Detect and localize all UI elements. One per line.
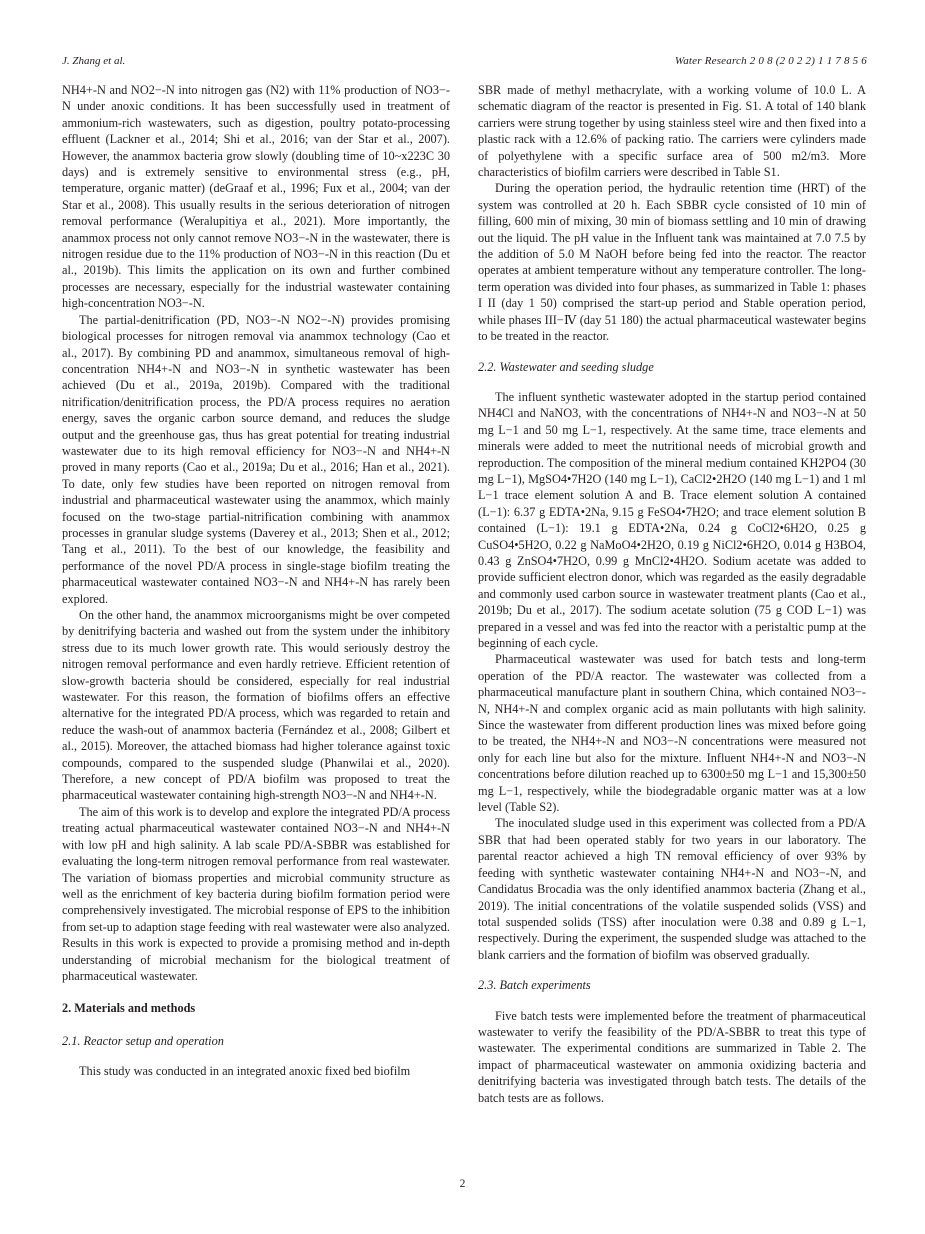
paragraph: Pharmaceutical wastewater was used for batch tests and long-term operation of the PD/A reactor. The wastewater was collected from a pharmaceutical manufacture plant in southern China, which contained NO3−-N, NH4+-N and complex organic acid as main pollutants with high salinity. Since the wastewater from different production lines was mixed before going to be treated, the NH4+-N and NO3−-N concentrations were measured not only for each line but also for the mixture. Influent NH4+-N and NO3−-N concentrations before dilution reached up to 6300±50 mg L−1 and 15,300±50 mg L−1, respectively, while the biodegradable organic matter was at a low level (Table S2). — [478, 652, 866, 815]
running-header-journal: Water Research 2 0 8 (2 0 2 2) 1 1 7 8 5 6 — [674, 55, 867, 67]
subsection-heading: 2.3. Batch experiments — [478, 978, 591, 993]
section-heading: 2. Materials and methods — [62, 1001, 196, 1016]
paragraph: SBR made of methyl methacrylate, with a working volume of 10.0 L. A schematic diagram of the reactor is presented in Fig. S1. A total of 140 blank carriers were strung together by using stainless steel wire and then fixed into a plastic rack with a 12.6% of packing ratio. The carriers were cylinders made of polyethylene with a specific surface area of 500 m2/m3. More characteristics of biofilm carriers were described in Table S1. — [478, 83, 866, 180]
paragraph: The partial-denitrification (PD, NO3−-N NO2−-N) provides promising biological processes for nitrogen removal via anammox technology (Cao et al., 2017). By combining PD and anammox, simultaneous removal of high-concentration NH4+-N and NO3−-N in synthetic wastewater has been achieved (Du et al., 2019a, 2019b). Compared with the traditional nitrification/denitrification process, the PD/A process requires no aeration energy, saves the organic carbon source demand, and reduces the sludge output and the greenhouse gas, thus has great potential for treating industrial wastewater due to its high removal efficiency for NO3−-N and NH4+-N proved in many reports (Cao et al., 2019a; Du et al., 2016; Han et al., 2021). To date, only few studies have been reported on nitrogen removal from industrial and pharmaceutical wastewater using the anammox, which mainly focused on the two-stage partial-nitrification combining with anammox processes in granular sludge systems (Daverey et al., 2013; Shen et al., 2012; Tang et al., 2011). To the best of our knowledge, the feasibility and performance of the novel PD/A process in single-stage biofilm treating the pharmaceutical wastewater contained NO3−-N and NH4+-N has rarely been explored. — [62, 312, 450, 606]
subsection-heading: 2.1. Reactor setup and operation — [62, 1033, 224, 1048]
paragraph: On the other hand, the anammox microorganisms might be over competed by denitrifying bacteria and washed out from the system under the inhibitory stress due to its much lower growth rate. This would seriously destroy the nitrogen removal performance and even hardly retrieve. Efficient retention of slow-growth bacteria should be considered, especially for real industrial wastewater. For this reason, the formation of biofilms offers an effective alternative for the integrated PD/A process, which was regarded to retain and reduce the wash-out of anammox bacteria (Fernández et al., 2008; Gilbert et al., 2015). Moreover, the attached biomass had higher tolerance against toxic compounds, compared to the suspended sludge (Phanwilai et al., 2020). Therefore, a new concept of PD/A biofilm was proposed to treat the pharmaceutical wastewater containing high-strength NO3−-N and NH4+-N. — [62, 608, 450, 803]
paragraph: Five batch tests were implemented before the treatment of pharmaceutical wastewater to verify the feasibility of the PD/A-SBBR to treat this type of wastewater. The experimental conditions are summarized in Table 2. The impact of pharmaceutical wastewater on ammonia oxidizing bacteria and denitrifying bacteria was investigated through batch tests. The details of the batch tests are as follows. — [478, 1008, 866, 1105]
paragraph: The influent synthetic wastewater adopted in the startup period contained NH4Cl and NaNO3, with the concentrations of NH4+-N and NO3−-N at 50 mg L−1 and 50 mg L−1, respectively. At the same time, trace elements and minerals were added to meet the nutritional needs of microbial growth and reproduction. The composition of the mineral medium contained KH2PO4 (30 mg L−1), MgSO4•7H2O (140 mg L−1), CaCl2•2H2O (140 mg L−1) and 1 ml L−1 trace element solution A and B. Trace element solution A contained (L−1): 6.37 g EDTA•2Na, 9.15 g FeSO4•7H2O; and trace element solution B contained (L−1): 19.1 g EDTA•2Na, 0.24 g CoCl2•6H2O, 0.25 g CuSO4•5H2O, 0.22 g NaMoO4•2H2O, 0.19 g NiCl2•6H2O, 0.014 g H3BO4, 0.43 g ZnSO4•7H2O, 0.99 g MnCl2•4H2O. Sodium acetate was added to provide sufficient electron donor, which was regarded as the easily degradable and commonly used carbon source in wastewater treatment plants (Cao et al., 2019b; Du et al., 2017). The sodium acetate solution (75 g COD L−1) was prepared in a vessel and was fed into the reactor with a peristaltic pump at the beginning of each cycle. — [478, 389, 866, 650]
paragraph: During the operation period, the hydraulic retention time (HRT) of the system was controlled at 20 h. Each SBBR cycle consisted of 10 min of filling, 600 min of mixing, 30 min of biomass settling and 10 min of drawing out the liquid. The pH value in the Influent tank was maintained at 7.0 7.5 by the addition of 5.0 M NaOH before being fed into the reactor. The reactor operates at ambient temperature without any temperature controller. The long-term operation was divided into four phases, as summarized in Table 1: phases I II (day 1 50) comprised the start-up period and Stable operation period, while phases III−Ⅳ (day 51 180) the actual pharmaceutical wastewater begins to be treated in the reactor. — [478, 181, 866, 344]
right-column — [478, 82, 866, 1106]
paragraph: The inoculated sludge used in this experiment was collected from a PD/A SBR that had been operated stably for two years in our laboratory. The parental reactor achieved a high TN removal efficiency of over 93% by feeding with synthetic wastewater containing NH4+-N and NO3−-N, and Candidatus Brocadia was the only identified anammox bacteria (Zhang et al., 2019). The initial concentrations of the volatile suspended solids (VSS) and total suspended solids (TSS) after inoculation were 0.38 and 0.89 g L−1, respectively. During the experiment, the suspended sludge was attached to the blank carriers and the formation of biofilm was observed gradually. — [478, 816, 866, 962]
running-header-authors: J. Zhang et al. — [62, 55, 126, 67]
paragraph: This study was conducted in an integrated anoxic fixed bed biofilm — [79, 1064, 411, 1079]
subsection-heading: 2.2. Wastewater and seeding sludge — [478, 359, 654, 374]
page-number: 2 — [459, 1178, 466, 1190]
paragraph: NH4+-N and NO2−-N into nitrogen gas (N2) with 11% production of NO3−-N under anoxic conditions. It has been successfully used in treatment of ammonium-rich wastewaters, such as digestion, poultry potato-processing effluent (Lackner et al., 2014; Shi et al., 2016; van der Star et al., 2007). However, the anammox bacteria grow slowly (doubling time of 10~x223C 30 days) and is extremely sensitive to environmental stress (e.g., pH, temperature, organic matter) (deGraaf et al., 1996; Fux et al., 2004; van der Star et al., 2008). This usually results in the serious deterioration of nitrogen removal performance (Weralupitiya et al., 2021). More importantly, the anammox process not only cannot remove NO3−-N in the wastewater, there is nitrogen residue due to the 11% production of NO3−-N in this reaction (Du et al., 2019b). This limits the application on its own and further combined processes are necessary, especially for the industrial wastewater containing high-concentration NO3−-N. — [62, 83, 450, 311]
paragraph: The aim of this work is to develop and explore the integrated PD/A process treating actual pharmaceutical wastewater contained NO3−-N and NH4+-N with low pH and high salinity. A lab scale PD/A-SBBR was established for evaluating the long-term nitrogen removal performance from real wastewater. The variation of biomass properties and microbial community structure as well as the enrichment of key bacteria during biofilm formation period were comprehensively investigated. The microbial response of EPS to the inhibition from set-up to adaption stage feeding with real wastewater were also analyzed. Results in this work is expected to provide a promising method and in-depth understanding of microbial mechanism for the biological treatment of pharmaceutical wastewater. — [62, 804, 450, 983]
left-column — [62, 82, 450, 1080]
